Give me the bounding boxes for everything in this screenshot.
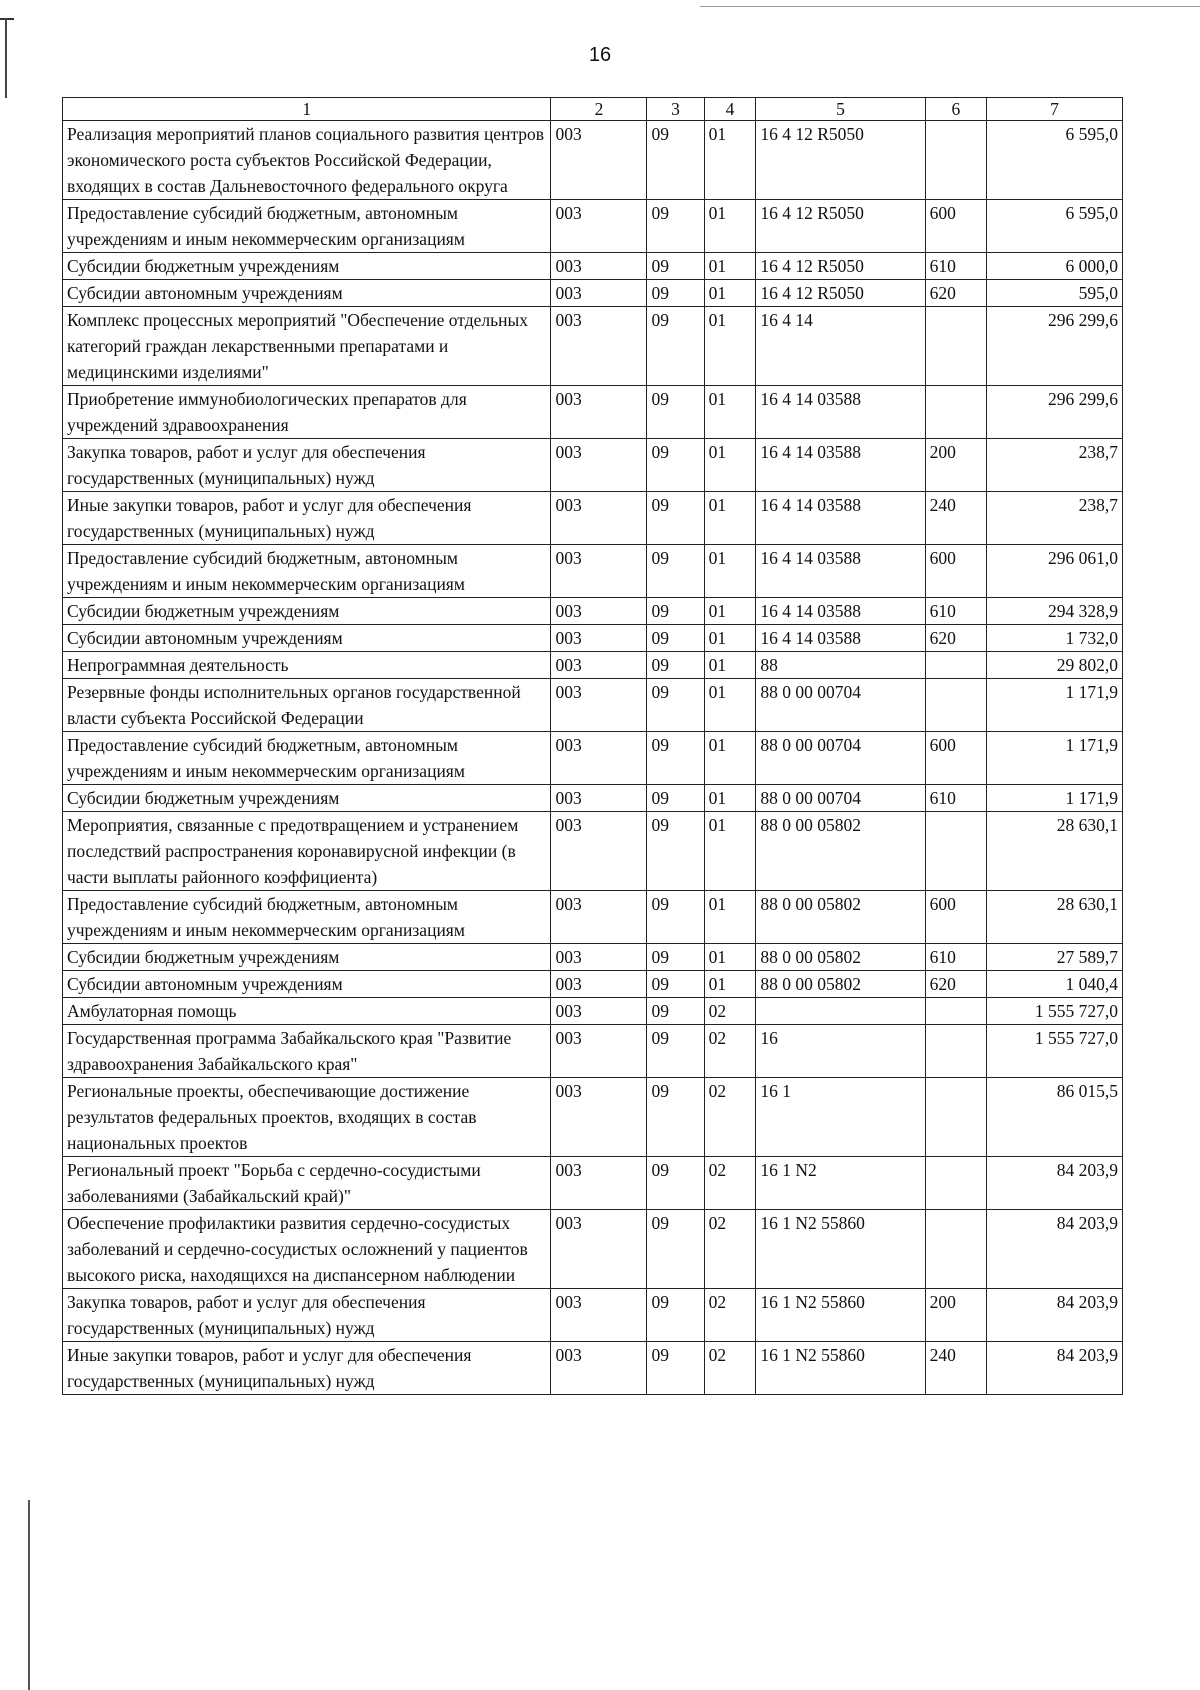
row-expense-type [925,386,986,439]
row-name: Предоставление субсидий бюджетным, автономным учреждениям и иным некоммерческим организациям [63,200,551,253]
row-grbs-code: 003 [551,944,647,971]
row-grbs-code: 003 [551,732,647,785]
row-section-code: 09 [647,652,704,679]
row-name: Субсидии бюджетным учреждениям [63,785,551,812]
row-grbs-code: 003 [551,307,647,386]
row-name: Мероприятия, связанные с предотвращением и устранением последствий распространения коронавирусной инфекции (в части выплаты районного коэффициента) [63,812,551,891]
row-name: Комплекс процессных мероприятий "Обеспечение отдельных категорий граждан лекарственными препаратами и медицинскими изделиями" [63,307,551,386]
row-name: Реализация мероприятий планов социального развития центров экономического роста субъектов Российской Федерации, входящих в состав Дальневосточного федерального округа [63,121,551,200]
row-section-code: 09 [647,386,704,439]
row-name: Субсидии автономным учреждениям [63,280,551,307]
row-grbs-code: 003 [551,386,647,439]
table-row [63,1210,1123,1289]
row-expense-type: 200 [925,1289,986,1342]
row-name: Иные закупки товаров, работ и услуг для обеспечения государственных (муниципальных) нужд [63,1342,551,1395]
row-subsection-code: 02 [704,998,756,1025]
row-subsection-code: 02 [704,1078,756,1157]
row-section-code: 09 [647,998,704,1025]
row-expense-type [925,652,986,679]
table-body [63,98,1123,1395]
row-name: Субсидии бюджетным учреждениям [63,598,551,625]
row-section-code: 09 [647,545,704,598]
row-section-code: 09 [647,1210,704,1289]
row-section-code: 09 [647,598,704,625]
row-amount: 238,7 [987,439,1123,492]
row-subsection-code: 01 [704,280,756,307]
row-amount: 296 299,6 [987,386,1123,439]
row-subsection-code: 01 [704,812,756,891]
header-col-4: 4 [704,98,756,121]
row-subsection-code: 01 [704,732,756,785]
row-target-article: 16 4 14 03588 [756,492,925,545]
row-amount: 238,7 [987,492,1123,545]
table-row [63,1157,1123,1210]
row-section-code: 09 [647,1342,704,1395]
row-section-code: 09 [647,891,704,944]
row-grbs-code: 003 [551,625,647,652]
row-amount: 28 630,1 [987,891,1123,944]
row-name: Региональный проект "Борьба с сердечно-сосудистыми заболеваниями (Забайкальский край)" [63,1157,551,1210]
row-name: Закупка товаров, работ и услуг для обеспечения государственных (муниципальных) нужд [63,439,551,492]
row-name: Предоставление субсидий бюджетным, автономным учреждениям и иным некоммерческим организациям [63,732,551,785]
row-amount: 84 203,9 [987,1342,1123,1395]
table-row [63,121,1123,200]
row-grbs-code: 003 [551,891,647,944]
row-target-article: 16 1 N2 [756,1157,925,1210]
row-expense-type [925,679,986,732]
row-section-code: 09 [647,732,704,785]
row-expense-type [925,998,986,1025]
row-grbs-code: 003 [551,1078,647,1157]
row-amount: 86 015,5 [987,1078,1123,1157]
row-subsection-code: 01 [704,785,756,812]
row-subsection-code: 01 [704,386,756,439]
row-subsection-code: 01 [704,971,756,998]
row-target-article [756,998,925,1025]
header-col-7: 7 [987,98,1123,121]
row-section-code: 09 [647,625,704,652]
row-subsection-code: 01 [704,307,756,386]
row-section-code: 09 [647,971,704,998]
row-target-article: 88 0 00 05802 [756,891,925,944]
row-section-code: 09 [647,439,704,492]
row-target-article: 16 4 14 03588 [756,545,925,598]
row-section-code: 09 [647,1289,704,1342]
table-row [63,1342,1123,1395]
row-target-article: 16 4 14 [756,307,925,386]
table-row [63,200,1123,253]
row-target-article: 16 4 14 03588 [756,439,925,492]
row-amount: 6 595,0 [987,121,1123,200]
row-amount: 296 299,6 [987,307,1123,386]
row-section-code: 09 [647,253,704,280]
row-expense-type [925,1025,986,1078]
row-amount: 84 203,9 [987,1210,1123,1289]
table-row [63,652,1123,679]
row-grbs-code: 003 [551,785,647,812]
row-amount: 1 171,9 [987,785,1123,812]
scan-artifact-left-bottom [28,1500,30,1690]
row-expense-type: 620 [925,971,986,998]
row-grbs-code: 003 [551,280,647,307]
row-amount: 28 630,1 [987,812,1123,891]
row-subsection-code: 01 [704,598,756,625]
row-subsection-code: 02 [704,1210,756,1289]
row-expense-type: 200 [925,439,986,492]
row-grbs-code: 003 [551,492,647,545]
table-row [63,386,1123,439]
row-name: Субсидии бюджетным учреждениям [63,944,551,971]
row-section-code: 09 [647,785,704,812]
row-subsection-code: 01 [704,121,756,200]
row-amount: 294 328,9 [987,598,1123,625]
table-row [63,971,1123,998]
row-expense-type: 620 [925,625,986,652]
row-section-code: 09 [647,944,704,971]
row-amount: 595,0 [987,280,1123,307]
row-name: Субсидии бюджетным учреждениям [63,253,551,280]
row-subsection-code: 01 [704,253,756,280]
row-section-code: 09 [647,307,704,386]
row-subsection-code: 01 [704,679,756,732]
row-expense-type [925,307,986,386]
row-amount: 84 203,9 [987,1289,1123,1342]
row-amount: 1 555 727,0 [987,998,1123,1025]
row-target-article: 88 [756,652,925,679]
table-row [63,944,1123,971]
row-expense-type: 610 [925,253,986,280]
row-amount: 6 595,0 [987,200,1123,253]
row-target-article: 88 0 00 00704 [756,732,925,785]
row-target-article: 88 0 00 00704 [756,785,925,812]
row-section-code: 09 [647,812,704,891]
row-target-article: 88 0 00 05802 [756,812,925,891]
row-expense-type: 600 [925,891,986,944]
table-row [63,998,1123,1025]
row-name: Региональные проекты, обеспечивающие достижение результатов федеральных проектов, входящих в состав национальных проектов [63,1078,551,1157]
row-section-code: 09 [647,1025,704,1078]
row-grbs-code: 003 [551,200,647,253]
row-grbs-code: 003 [551,971,647,998]
row-amount: 29 802,0 [987,652,1123,679]
scan-artifact-top [0,18,14,20]
row-target-article: 88 0 00 00704 [756,679,925,732]
row-target-article: 16 1 N2 55860 [756,1210,925,1289]
table-row [63,785,1123,812]
row-section-code: 09 [647,280,704,307]
row-grbs-code: 003 [551,1210,647,1289]
row-target-article: 16 1 N2 55860 [756,1342,925,1395]
row-amount: 1 171,9 [987,732,1123,785]
row-name: Закупка товаров, работ и услуг для обеспечения государственных (муниципальных) нужд [63,1289,551,1342]
header-col-5: 5 [756,98,925,121]
row-grbs-code: 003 [551,1025,647,1078]
row-expense-type [925,1078,986,1157]
row-amount: 1 171,9 [987,679,1123,732]
row-subsection-code: 01 [704,492,756,545]
page-number: 16 [588,44,612,66]
row-subsection-code: 01 [704,439,756,492]
header-col-3: 3 [647,98,704,121]
header-col-1: 1 [63,98,551,121]
row-subsection-code: 01 [704,200,756,253]
row-name: Государственная программа Забайкальского края "Развитие здравоохранения Забайкальского края" [63,1025,551,1078]
table-row [63,598,1123,625]
row-name: Субсидии автономным учреждениям [63,625,551,652]
row-expense-type [925,121,986,200]
table-row [63,625,1123,652]
row-grbs-code: 003 [551,253,647,280]
row-subsection-code: 02 [704,1025,756,1078]
row-target-article: 16 1 [756,1078,925,1157]
row-target-article: 16 4 12 R5050 [756,200,925,253]
row-section-code: 09 [647,679,704,732]
table-row [63,812,1123,891]
row-expense-type: 600 [925,545,986,598]
row-expense-type [925,1210,986,1289]
header-col-2: 2 [551,98,647,121]
row-target-article: 16 4 14 03588 [756,386,925,439]
row-grbs-code: 003 [551,598,647,625]
table-row [63,439,1123,492]
table-row [63,1078,1123,1157]
row-name: Иные закупки товаров, работ и услуг для обеспечения государственных (муниципальных) нужд [63,492,551,545]
row-amount: 84 203,9 [987,1157,1123,1210]
scan-artifact-topright [700,6,1200,7]
table-row [63,732,1123,785]
row-target-article: 16 4 12 R5050 [756,121,925,200]
row-section-code: 09 [647,1157,704,1210]
row-expense-type: 240 [925,1342,986,1395]
table-row [63,1289,1123,1342]
row-subsection-code: 01 [704,625,756,652]
row-section-code: 09 [647,121,704,200]
table-row [63,679,1123,732]
row-name: Резервные фонды исполнительных органов государственной власти субъекта Российской Федерации [63,679,551,732]
row-grbs-code: 003 [551,545,647,598]
row-name: Субсидии автономным учреждениям [63,971,551,998]
row-grbs-code: 003 [551,439,647,492]
row-subsection-code: 02 [704,1342,756,1395]
row-grbs-code: 003 [551,812,647,891]
row-target-article: 16 [756,1025,925,1078]
row-grbs-code: 003 [551,1342,647,1395]
row-expense-type: 610 [925,785,986,812]
row-expense-type: 620 [925,280,986,307]
table-header-row [63,98,1123,121]
row-subsection-code: 01 [704,891,756,944]
table-row [63,492,1123,545]
row-name: Обеспечение профилактики развития сердечно-сосудистых заболеваний и сердечно-сосудистых осложнений у пациентов высокого риска, находящихся на диспансерном наблюдении [63,1210,551,1289]
row-expense-type: 600 [925,732,986,785]
row-section-code: 09 [647,200,704,253]
row-amount: 6 000,0 [987,253,1123,280]
row-expense-type: 600 [925,200,986,253]
table-row [63,891,1123,944]
table-row [63,307,1123,386]
row-subsection-code: 02 [704,1289,756,1342]
row-grbs-code: 003 [551,679,647,732]
table-row [63,1025,1123,1078]
header-col-6: 6 [925,98,986,121]
row-grbs-code: 003 [551,1289,647,1342]
row-expense-type: 610 [925,944,986,971]
row-target-article: 16 4 14 03588 [756,625,925,652]
row-subsection-code: 02 [704,1157,756,1210]
row-section-code: 09 [647,492,704,545]
row-amount: 1 555 727,0 [987,1025,1123,1078]
budget-table [62,97,1123,1395]
row-name: Предоставление субсидий бюджетным, автономным учреждениям и иным некоммерческим организациям [63,545,551,598]
row-target-article: 88 0 00 05802 [756,944,925,971]
table-row [63,280,1123,307]
row-grbs-code: 003 [551,1157,647,1210]
table-row [63,253,1123,280]
row-section-code: 09 [647,1078,704,1157]
table-row [63,545,1123,598]
row-expense-type [925,1157,986,1210]
row-target-article: 16 4 12 R5050 [756,253,925,280]
row-subsection-code: 01 [704,545,756,598]
row-amount: 1 732,0 [987,625,1123,652]
row-target-article: 16 1 N2 55860 [756,1289,925,1342]
row-amount: 1 040,4 [987,971,1123,998]
row-subsection-code: 01 [704,652,756,679]
row-name: Непрограммная деятельность [63,652,551,679]
row-target-article: 16 4 14 03588 [756,598,925,625]
row-subsection-code: 01 [704,944,756,971]
row-name: Предоставление субсидий бюджетным, автономным учреждениям и иным некоммерческим организациям [63,891,551,944]
row-target-article: 16 4 12 R5050 [756,280,925,307]
row-name: Приобретение иммунобиологических препаратов для учреждений здравоохранения [63,386,551,439]
row-expense-type: 240 [925,492,986,545]
row-amount: 296 061,0 [987,545,1123,598]
row-grbs-code: 003 [551,121,647,200]
row-expense-type: 610 [925,598,986,625]
row-amount: 27 589,7 [987,944,1123,971]
row-target-article: 88 0 00 05802 [756,971,925,998]
row-grbs-code: 003 [551,998,647,1025]
row-name: Амбулаторная помощь [63,998,551,1025]
row-grbs-code: 003 [551,652,647,679]
row-expense-type [925,812,986,891]
